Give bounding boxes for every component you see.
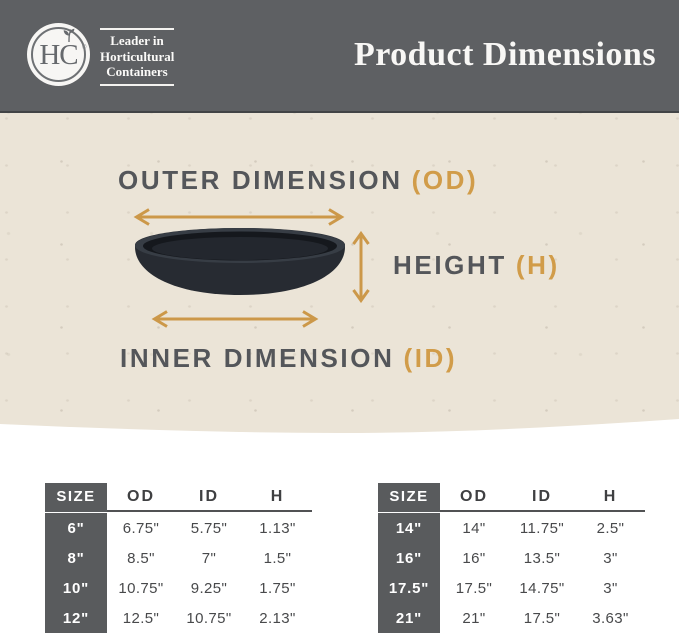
inner-dimension-abbr: (ID) bbox=[403, 343, 458, 373]
registered-trademark: ® bbox=[82, 45, 87, 51]
cell-id: 5.75" bbox=[190, 519, 228, 537]
cell-id: 13.5" bbox=[523, 549, 561, 567]
height-abbr: (H) bbox=[515, 250, 560, 280]
cell-h: 2.13" bbox=[259, 609, 296, 627]
inner-dimension-arrow-icon bbox=[151, 310, 319, 328]
outer-dimension-arrow-icon bbox=[133, 208, 345, 226]
col-header-od: OD bbox=[107, 483, 175, 512]
row-size: 21" bbox=[378, 603, 440, 633]
cell-od: 10.75" bbox=[118, 579, 164, 597]
row-size: 8" bbox=[45, 543, 107, 573]
header-bar bbox=[0, 0, 679, 113]
row-size: 6" bbox=[45, 513, 107, 543]
cell-h: 3" bbox=[603, 579, 618, 597]
tagline-bottom-rule bbox=[100, 84, 174, 86]
height-arrow-icon bbox=[351, 231, 371, 303]
col-header-h: H bbox=[243, 483, 312, 512]
cell-id: 7" bbox=[201, 549, 217, 567]
cell-id: 10.75" bbox=[186, 609, 232, 627]
row-size: 12" bbox=[45, 603, 107, 633]
cell-od: 12.5" bbox=[122, 609, 160, 627]
row-size: 14" bbox=[378, 513, 440, 543]
col-header-size: SIZE bbox=[378, 483, 440, 512]
cell-od: 14" bbox=[462, 519, 486, 537]
cell-id: 11.75" bbox=[519, 519, 565, 537]
diagram-section bbox=[0, 113, 679, 412]
tagline-line-3: Containers bbox=[106, 64, 168, 79]
col-header-od: OD bbox=[440, 483, 508, 512]
col-header-id: ID bbox=[508, 483, 576, 512]
saucer-product-image bbox=[133, 226, 347, 302]
curved-section-divider bbox=[0, 412, 679, 436]
outer-dimension-text: OUTER DIMENSION bbox=[118, 165, 403, 195]
cell-h: 1.13" bbox=[259, 519, 296, 537]
page-title: Product Dimensions bbox=[353, 36, 657, 73]
col-header-h: H bbox=[576, 483, 645, 512]
size-table-small bbox=[45, 483, 312, 633]
cell-id: 17.5" bbox=[523, 609, 561, 627]
cell-h: 3.63" bbox=[592, 609, 629, 627]
size-tables-section bbox=[0, 436, 679, 636]
height-text: HEIGHT bbox=[393, 250, 507, 280]
cell-od: 6.75" bbox=[122, 519, 160, 537]
row-size: 17.5" bbox=[378, 573, 440, 603]
col-header-id: ID bbox=[175, 483, 243, 512]
cell-od: 8.5" bbox=[127, 549, 155, 567]
size-table-large bbox=[378, 483, 645, 633]
outer-dimension-label bbox=[118, 165, 478, 196]
cell-od: 17.5" bbox=[455, 579, 493, 597]
cell-h: 1.75" bbox=[259, 579, 296, 597]
tagline-line-2: Horticultural bbox=[100, 48, 175, 64]
outer-dimension-abbr: (OD) bbox=[411, 165, 479, 195]
cell-h: 2.5" bbox=[596, 519, 625, 537]
leaf-icon bbox=[61, 28, 77, 43]
cell-od: 16" bbox=[462, 549, 486, 567]
cell-h: 1.5" bbox=[263, 549, 292, 567]
brand-logo bbox=[27, 23, 90, 86]
tagline-line-1: Leader in bbox=[110, 33, 164, 48]
height-label bbox=[393, 250, 560, 281]
cell-id: 9.25" bbox=[190, 579, 228, 597]
row-size: 10" bbox=[45, 573, 107, 603]
inner-dimension-label bbox=[120, 343, 457, 374]
inner-dimension-text: INNER DIMENSION bbox=[120, 343, 395, 373]
cell-h: 3" bbox=[603, 549, 618, 567]
logo-monogram: HC bbox=[39, 39, 78, 71]
row-size: 16" bbox=[378, 543, 440, 573]
col-header-size: SIZE bbox=[45, 483, 107, 512]
cell-od: 21" bbox=[462, 609, 486, 627]
cell-id: 14.75" bbox=[519, 579, 565, 597]
logo-tagline bbox=[100, 28, 174, 86]
